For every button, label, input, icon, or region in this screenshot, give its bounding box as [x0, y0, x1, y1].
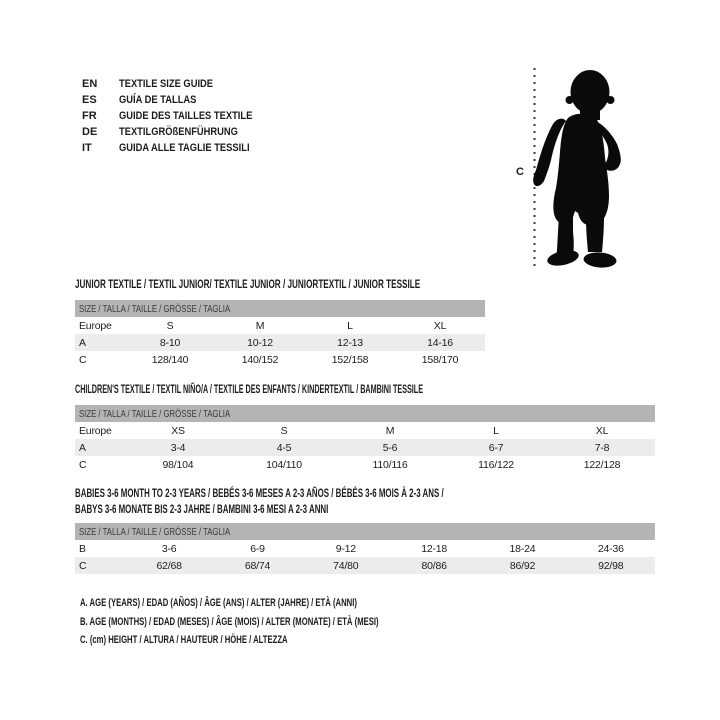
language-code: DE — [82, 126, 98, 138]
table-row-europe: Europe XS S M L XL — [79, 424, 609, 437]
language-row-de — [82, 124, 276, 140]
table-title: BABIES 3-6 MONTH TO 2-3 YEARS / BEBÉS 3-6 MESES A 2-3 AÑOS / BÉBÉS 3-6 MOIS À 2-3 ANS / BABYS 3-6 MONATE BIS 2-3 JAHRE / BAMBINI 3-6 MESI A 2-3 ANNI — [75, 486, 444, 516]
language-list — [82, 76, 276, 156]
table-title: CHILDREN'S TEXTILE / TEXTIL NIÑO/A / TEXTILE DES ENFANTS / KINDERTEXTIL / BAMBINI TESSILE — [75, 382, 424, 396]
note-height-cm: C. (cm) HEIGHT / ALTURA / HAUTEUR / HÖHE / ALTEZZA — [80, 634, 288, 647]
language-label: TEXTILE SIZE GUIDE — [119, 78, 214, 90]
language-row-es — [82, 92, 276, 108]
table-row-height: C 128/140 140/152 152/158 158/170 — [79, 353, 459, 366]
language-code: ES — [82, 94, 97, 106]
table-row-age: A 8-10 10-12 12-13 14-16 — [75, 334, 485, 351]
language-code: FR — [82, 110, 97, 122]
language-row-fr — [82, 108, 276, 124]
table-row-age: A 3-4 4-5 5-6 6-7 7-8 — [75, 439, 655, 456]
table-row-europe: Europe S M L XL — [79, 319, 447, 332]
table-row-age-months: B 3-6 6-9 9-12 12-18 18-24 24-36 — [79, 542, 624, 555]
height-measure-label: C — [516, 166, 524, 178]
toddler-silhouette-shape — [533, 70, 621, 269]
note-age-years: A. AGE (YEARS) / EDAD (AÑOS) / ÂGE (ANS) / ALTER (JAHRE) / ETÀ (ANNI) — [80, 597, 357, 610]
toddler-silhouette-icon — [516, 64, 656, 276]
language-label: TEXTILGRÖßENFÜHRUNG — [119, 126, 238, 138]
language-label: GUIDA ALLE TAGLIE TESSILI — [119, 142, 250, 154]
language-row-en — [82, 76, 276, 92]
table-row-height: C 62/68 68/74 74/80 80/86 86/92 92/98 — [75, 557, 655, 574]
note-age-months: B. AGE (MONTHS) / EDAD (MESES) / ÂGE (MOIS) / ALTER (MONATE) / ETÀ (MESI) — [80, 615, 379, 628]
childrens-textile-table — [75, 382, 655, 473]
table-title: JUNIOR TEXTILE / TEXTIL JUNIOR/ TEXTILE JUNIOR / JUNIORTEXTIL / JUNIOR TESSILE — [75, 277, 421, 291]
size-header-band: SIZE / TALLA / TAILLE / GRÖSSE / TAGLIA — [75, 300, 485, 317]
language-code: IT — [82, 142, 92, 154]
babies-textile-table — [75, 485, 655, 574]
table-row-height: C 98/104 104/110 110/116 116/122 122/128 — [79, 458, 621, 471]
legend-notes — [80, 594, 507, 650]
language-code: EN — [82, 78, 98, 90]
size-header-band: SIZE / TALLA / TAILLE / GRÖSSE / TAGLIA — [75, 523, 655, 540]
language-row-it — [82, 140, 276, 156]
language-label: GUÍA DE TALLAS — [119, 94, 197, 106]
language-label: GUIDE DES TAILLES TEXTILE — [119, 110, 253, 122]
size-header-band: SIZE / TALLA / TAILLE / GRÖSSE / TAGLIA — [75, 405, 655, 422]
junior-textile-table — [75, 277, 485, 368]
